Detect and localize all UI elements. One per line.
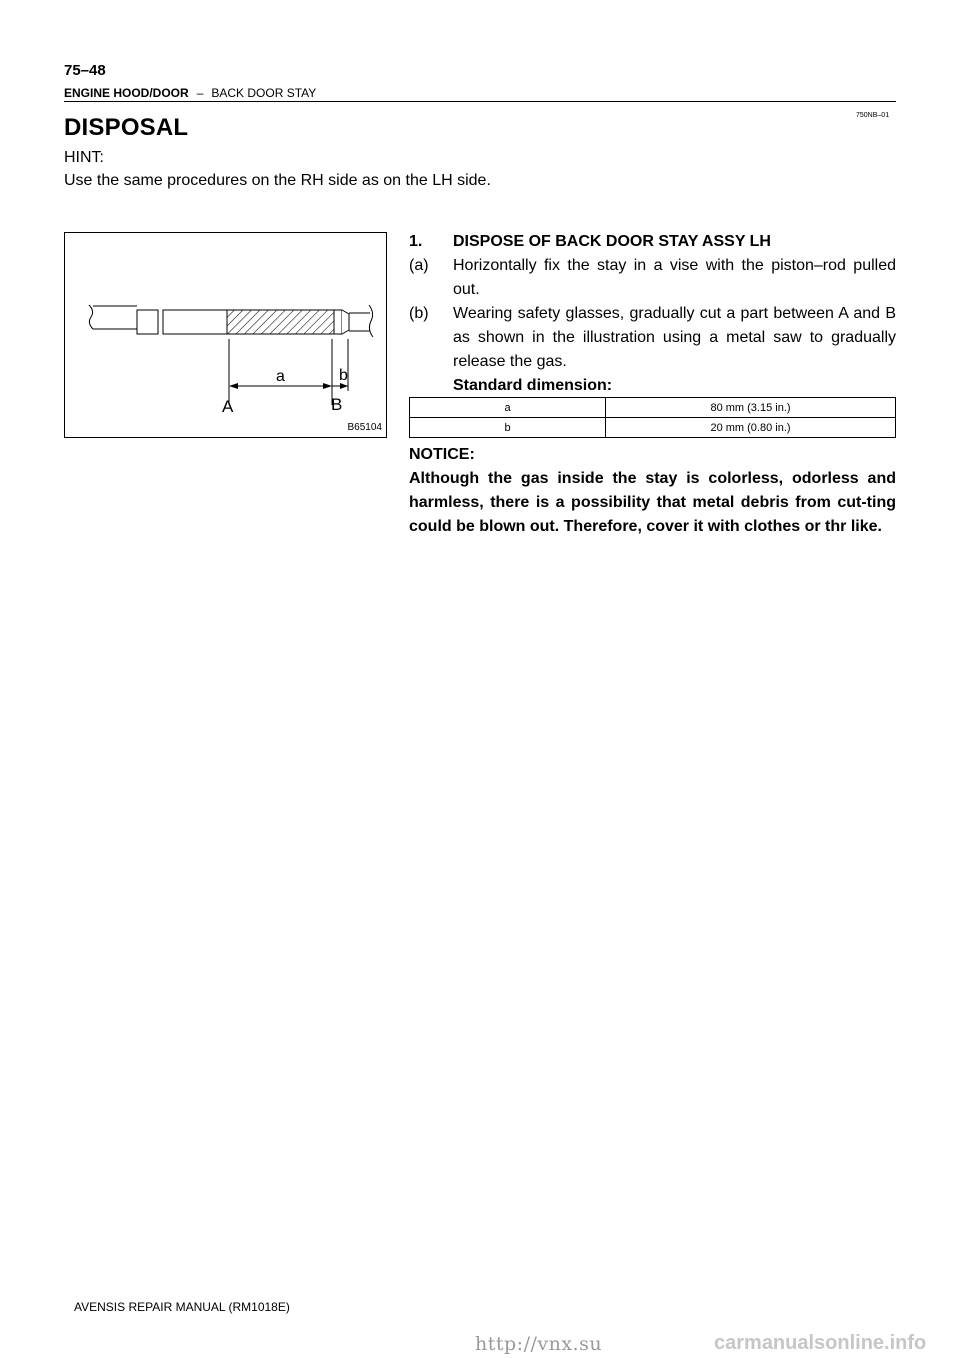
hint-text: Use the same procedures on the RH side as on the LH side. [64, 172, 491, 189]
table-cell-value: 20 mm (0.80 in.) [606, 418, 896, 438]
step-a-text: Horizontally fix the stay in a vise with the piston–rod pulled out. [453, 257, 896, 298]
page-number: 75–48 [64, 62, 106, 79]
dimension-label-a: a [276, 368, 285, 385]
step-b-number: (b) [409, 305, 429, 322]
watermark-site: carmanualsonline.info [714, 1332, 927, 1354]
table-row [410, 398, 896, 418]
header-section: ENGINE HOOD/DOOR [64, 86, 189, 100]
notice-label: NOTICE: [409, 446, 475, 463]
document-code: 750NB–01 [856, 112, 890, 119]
header-separator: – [196, 86, 204, 100]
step-1-number: 1. [409, 233, 423, 250]
running-header [64, 86, 316, 100]
standard-dimension-table [409, 397, 896, 438]
notice-block [409, 443, 896, 539]
procedure-steps [409, 230, 897, 398]
step-a-number: (a) [409, 257, 429, 274]
table-row [410, 418, 896, 438]
point-label-B: B [331, 395, 343, 414]
table-cell-item: b [410, 418, 606, 438]
hint-label: HINT: [64, 149, 104, 166]
point-label-A: A [222, 397, 234, 416]
step-b-text: Wearing safety glasses, gradually cut a part between A and B as shown in the illustration using a metal saw to gradually release the gas. [453, 305, 896, 370]
figure-id: B65104 [347, 422, 382, 433]
table-cell-value: 80 mm (3.15 in.) [606, 398, 896, 418]
header-rule [64, 101, 896, 102]
table-cell-item: a [410, 398, 606, 418]
standard-dimension-label: Standard dimension: [453, 377, 613, 394]
header-subsection: BACK DOOR STAY [211, 86, 317, 100]
watermark-link[interactable]: http://vnx.su [475, 1333, 603, 1355]
dimension-label-b: b [339, 367, 348, 384]
page-title: DISPOSAL [64, 114, 189, 141]
step-1-title: DISPOSE OF BACK DOOR STAY ASSY LH [453, 233, 771, 250]
illustration-frame [64, 232, 387, 438]
notice-text: Although the gas inside the stay is colorless, odorless and harmless, there is a possibility that metal debris from cut-ting could be blown out. Therefore, cover it with clothes or thr like. [409, 470, 896, 535]
manual-footer: AVENSIS REPAIR MANUAL (RM1018E) [74, 1300, 290, 1314]
